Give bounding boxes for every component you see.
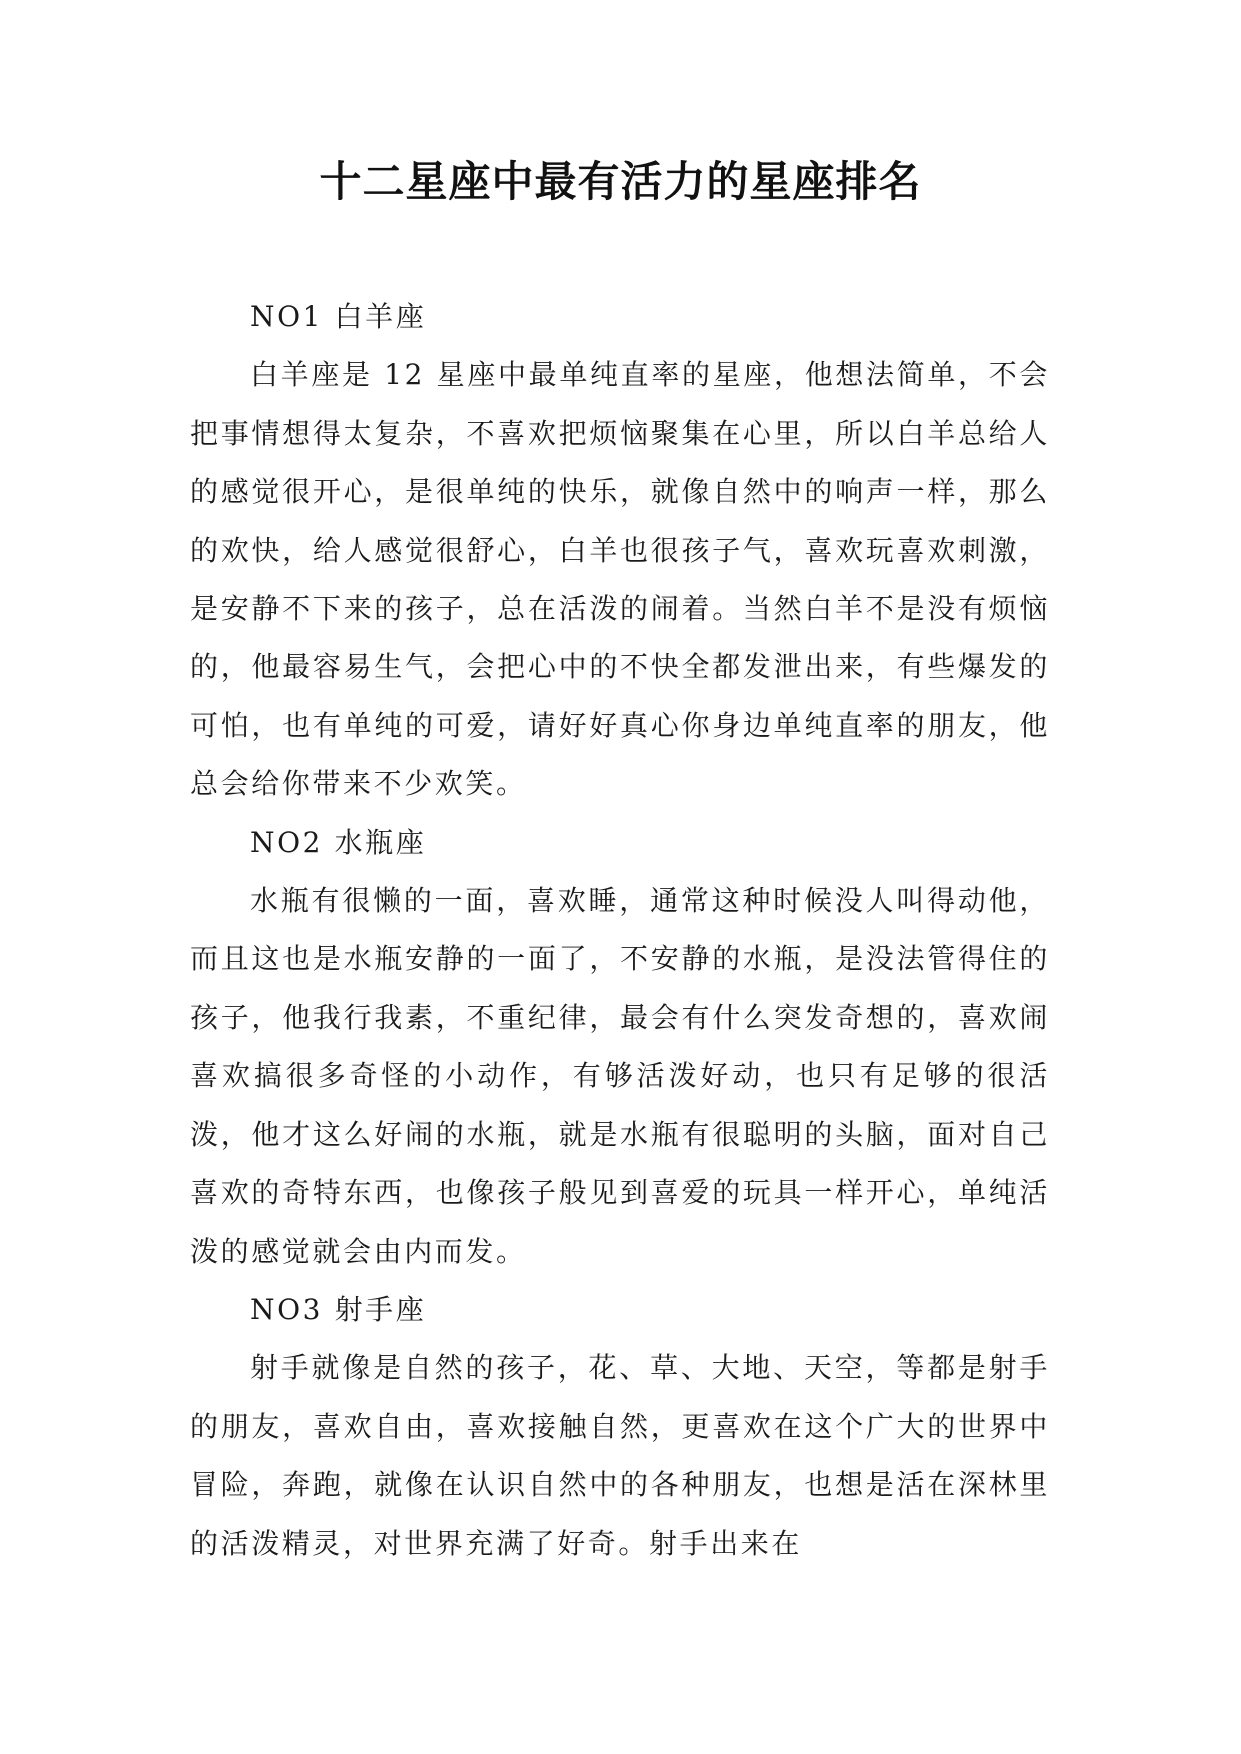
section-heading-3: NO3 射手座 bbox=[250, 1292, 427, 1326]
section-body-3: 射手就像是自然的孩子，花、草、大地、天空，等都是射手的朋友，喜欢自由，喜欢接触自然，更喜欢在这个广大的世界中冒险，奔跑，就像在认识自然中的各种朋友，也想是活在深林里的活泼精灵，对世界充满了好奇。射手出来在 bbox=[190, 1351, 1050, 1560]
section-body-1: 白羊座是 12 星座中最单纯直率的星座，他想法简单，不会把事情想得太复杂，不喜欢把烦恼聚集在心里，所以白羊总给人的感觉很开心，是很单纯的快乐，就像自然中的响声一样，那么的欢快，给人感觉很舒心，白羊也很孩子气，喜欢玩喜欢刺激，是安静不下来的孩子，总在活泼的闹着。当然白羊不是没有烦恼的，他最容易生气，会把心中的不快全都发泄出来，有些爆发的可怕，也有单纯的可爱，请好好真心你身边单纯直率的朋友，他总会给你带来不少欢笑。 bbox=[190, 358, 1050, 801]
section-heading-1: NO1 白羊座 bbox=[250, 300, 427, 333]
document-title: 十二星座中最有活力的星座排名 bbox=[319, 157, 922, 206]
document-content bbox=[190, 288, 1050, 1573]
section-body-2: 水瓶有很懒的一面，喜欢睡，通常这种时候没人叫得动他，而且这也是水瓶安静的一面了，不安静的水瓶，是没法管得住的孩子，他我行我素，不重纪律，最会有什么突发奇想的，喜欢闹喜欢搞很多奇怪的小动作，有够活泼好动，也只有足够的很活泼，他才这么好闹的水瓶，就是水瓶有很聪明的头脑，面对自己喜欢的奇特东西，也像孩子般见到喜爱的玩具一样开心，单纯活泼的感觉就会由内而发。 bbox=[190, 884, 1050, 1268]
section-heading-2: NO2 水瓶座 bbox=[250, 825, 427, 859]
